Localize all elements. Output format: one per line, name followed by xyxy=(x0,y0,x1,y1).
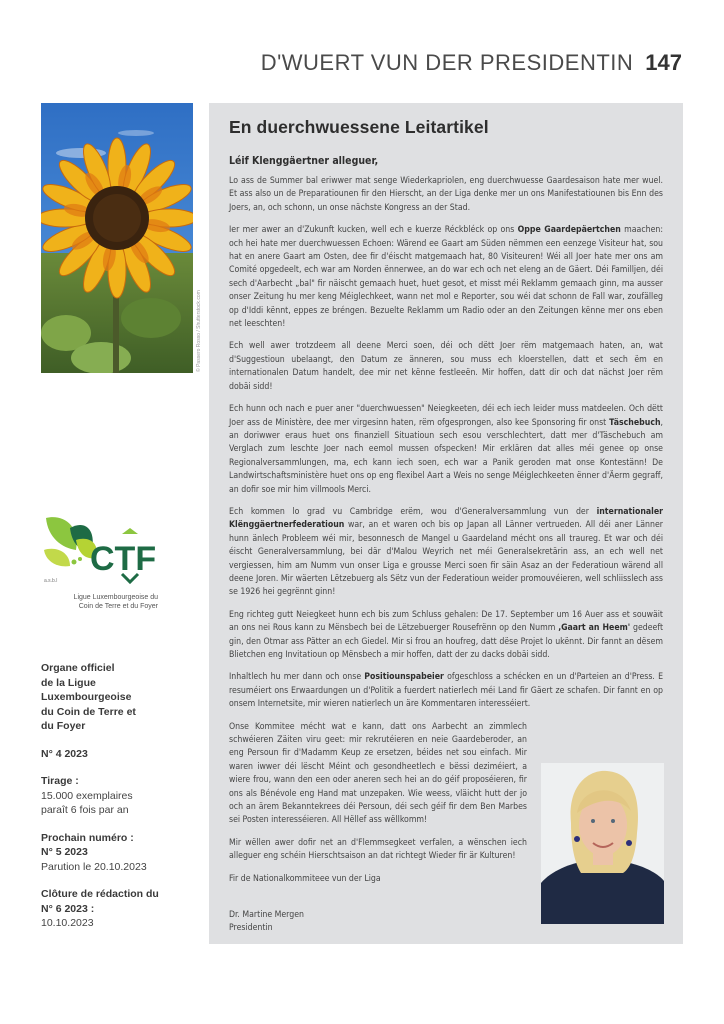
highlight: Positiounspabeier xyxy=(364,672,444,683)
paragraph: Eng richteg gutt Neiegkeet hunn ech bis zum Schluss gehalen: De 17. September um 16 Auer ass et souwäit an ons nei Rous kann zu Mënsbech bei de Lëtzebuerger Rousefrënn op den Numm ‚Gaart an Heem' gedeeft gin, den Otmar ass Pätter an ech Giedel. Mir si frou an houfreg, datt dëse Projet lo ukënnt. Dir fannt an dësem Blietchen eng Invitatioun op Mënsbech a mir hoffen, datt der zu dacks dobäi sidd. xyxy=(229,609,664,660)
next-issue-label: Prochain numéro : xyxy=(41,831,134,844)
paragraph: Inhaltlech hu mer dann och onse Positiounspabeier ofgeschloss a schécken en un d'Parteien an d'Press. E resuméiert ons Erwaardungen un d'Politik a fuerdert natierlech méi Land fir Gäert ze schafen. Dir fannt en op onsem Internetsite, mir wieren natierlech un äre Kommentaren interesséiert. xyxy=(229,672,664,710)
organ-line: du Foyer xyxy=(41,720,86,732)
paragraph: Lo ass de Summer bal eriwwer mat senge Wiederkapriolen, eng duerchwuesse Gaardesaison hate mer wuel. Et ass also un de Preparatiounen fir den Hierscht, an der Liga denke mer un ons Manifestatiounen bis Enn des Joers, an, och schonn, un onse nächste Kongress an der Stad. xyxy=(229,176,663,213)
paragraph: Ier mer awer an d'Zukunft kucken, well ech e kuerze Réckbléck op ons Oppe Gaardepäertchen maachen: och hei hate mer duerchwuessen Echoen: Wärend ee Gaart am Süden nëmmen een eenzege Visiteur hat, sou hat en anere Gaart am Osten, dee fir d'éischt matgemaach hat, 80 Visiteuren! Wéi all Joer hate mer ons am Comité opgedeelt, ech war am Norden ënnerwee, an do war ech och net eleng an de Gäert. Déi Familljen, déi sech d'Aarbecht „bal" fir näischt gemaach huet, huet gesot, et misst méi Reklamm gemaach ginn, ma ausser onser Zeitung hu mer keng Méiglechkeet, wann net mol e Reporter, sou wéi dat schonn de Fall war, zoufälleg op d'Iddi kënnt, eppes ze bréngen. Bezuelte Reklamm um Radio oder an den Zeitungen kënne mer ons eben net leeschten! xyxy=(229,225,663,330)
tirage-frequency: paraît 6 fois par an xyxy=(41,804,129,816)
paragraph: Onse Kommitee mécht wat e kann, datt ons Aarbecht an zimmlech schwéieren Zäiten viru geet: mir rekrutéieren en neie Gaardeberoder, an eng Persoun fir d'Madamm Keup ze ersetzen, béides net sou einfach. Mir waren iwwer déi lëscht Méint och gesondheetlech e bëssi deziméiert, a wiere frou, wann den een oder aneren sech hei an do géif proposéieren, fir ons als Bénévole eng Hand mat unzepaken. Wie weess, vläicht hutt der jo och an ärem Bekanntekrees déi Persoun, déi sech géif fir dem Ben Marbes sei Posten interesséieren. All Hëllef ass wëllkomm! xyxy=(229,721,527,826)
logo-text: CTF xyxy=(90,540,157,578)
portrait-image-icon xyxy=(541,763,664,924)
organ-line: Luxembourgeoise xyxy=(41,691,132,703)
organ-line: de la Ligue xyxy=(41,676,96,689)
closing-line: Fir de Nationalkommiteee vun der Liga xyxy=(229,873,381,884)
ctf-leaf-logo-icon xyxy=(40,510,190,590)
paragraph: Ech well awer trotzdeem all deene Merci soen, déi och dëtt Joer rëm matgemaach haten, an, wat d'Suggestioun ubelaangt, den Datum ze änneren, sou muss ech kloerstellen, datt et sech ëm en internationalen Datum handelt, dee mir net kënne festleeën. Mir hoffen, datt dir och dat nächst Joer rëm dobäi sidd! xyxy=(229,341,663,392)
tirage-label: Tirage : xyxy=(41,775,79,787)
organ-line: du Coin de Terre et xyxy=(41,705,136,718)
article-title: En duerchwuessene Leitartikel xyxy=(229,117,489,137)
highlight: Oppe Gaardepäertchen xyxy=(517,225,621,236)
logo-subtitle: Ligue Luxembourgeoise du Coin de Terre et du Foyer xyxy=(73,594,158,610)
highlight: internationaler Klënggäertnerfederatioun xyxy=(229,506,663,531)
organ-line: Organe officiel xyxy=(41,662,115,674)
publication-info xyxy=(41,661,191,931)
portrait-photo xyxy=(541,763,664,924)
page-header xyxy=(261,50,682,76)
page-number: 147 xyxy=(645,50,682,75)
highlight: ‚Gaart an Heem' xyxy=(558,623,631,634)
highlight: Täschebuch xyxy=(609,417,661,428)
issue-number: N° 4 2023 xyxy=(41,747,88,760)
signer-role: Presidentin xyxy=(229,922,273,933)
signer-name: Dr. Martine Mergen xyxy=(229,910,304,921)
paragraph: Mir wëllen awer dofir net an d'Flemmsegkeet verfalen, a wënschen iech alleguer eng schéin Hierschtsaison an dat richtegt Wieder fir är Kulturen! xyxy=(229,837,527,862)
sunflower-image-icon xyxy=(41,103,193,373)
closing-date: 10.10.2023 xyxy=(41,917,94,929)
section-title: D'WUERT VUN DER PRESIDENTIN xyxy=(260,50,634,75)
photo-credit: © Passero Rosso / Shutterstock.com xyxy=(196,290,202,372)
salutation: Léif Klenggäertner alleguer, xyxy=(229,155,379,167)
logo-asbl: a.s.b.l xyxy=(44,578,58,584)
next-issue-number: N° 5 2023 xyxy=(41,846,88,858)
closing-label: Clôture de rédaction du xyxy=(41,888,159,900)
editorial-panel xyxy=(209,103,683,944)
next-issue-date: Parution le 20.10.2023 xyxy=(41,860,147,873)
paragraph: Ech kommen lo grad vu Cambridge erëm, wou d'Generalversammlung vun der internationaler Klënggäertnerfederatioun war, an et waren och bis op Japan all Länner vertrueden. All déi aner Länner hunn änlech Probleem wéi mir, besonnesch de Mangel u Gaardeland mécht ons all traureg. Et war och déi éischt Generalversammlung, bei där d'Malou Weyrich net méi Generalsekretärin ass, an ech well net vergiessen, him am Numm vun onser Liga e grousse Merci soen fir säin Asaz an der Federatioun wärend all deene Joren. Mir wäerten Lëtzebuerg als Sëtz vun der Federatioun weider promouvéieren, well schliisslech ass se 1926 hei gegrënnt ginn! xyxy=(229,506,663,598)
tirage-copies: 15.000 exemplaires xyxy=(41,789,133,802)
closing-issue: N° 6 2023 : xyxy=(41,902,95,915)
sunflower-photo xyxy=(41,103,193,373)
paragraph: Ech hunn och nach e puer aner "duerchwuessen" Neiegkeeten, déi ech iech leider muss matdeelen. Och dëtt Joer ass de Ministère, dee mer virgesinn haten, rëm ofgesprongen, also kee Sponsoring fir onst Täschebuch, an doriwwer eraus huet ons finanziell Situatioun sech esou verschlechtert, datt mer d'Täschebuch am Verglach zum leschte Joer nach eemol mussen ofspecken! Mir erklären dat alles méi genee op onse Regionalversammlungen, ma, ech kann iech soen, ech war a Panik geroden mat onse Kontestänn! De Landwirtschaftsministère huet ons op eng flexibel Aart a Weis no senge Méiglechkeeten ënner d'Äerm gegraff, an dofir soe mir him villmools Merci. xyxy=(229,404,663,495)
